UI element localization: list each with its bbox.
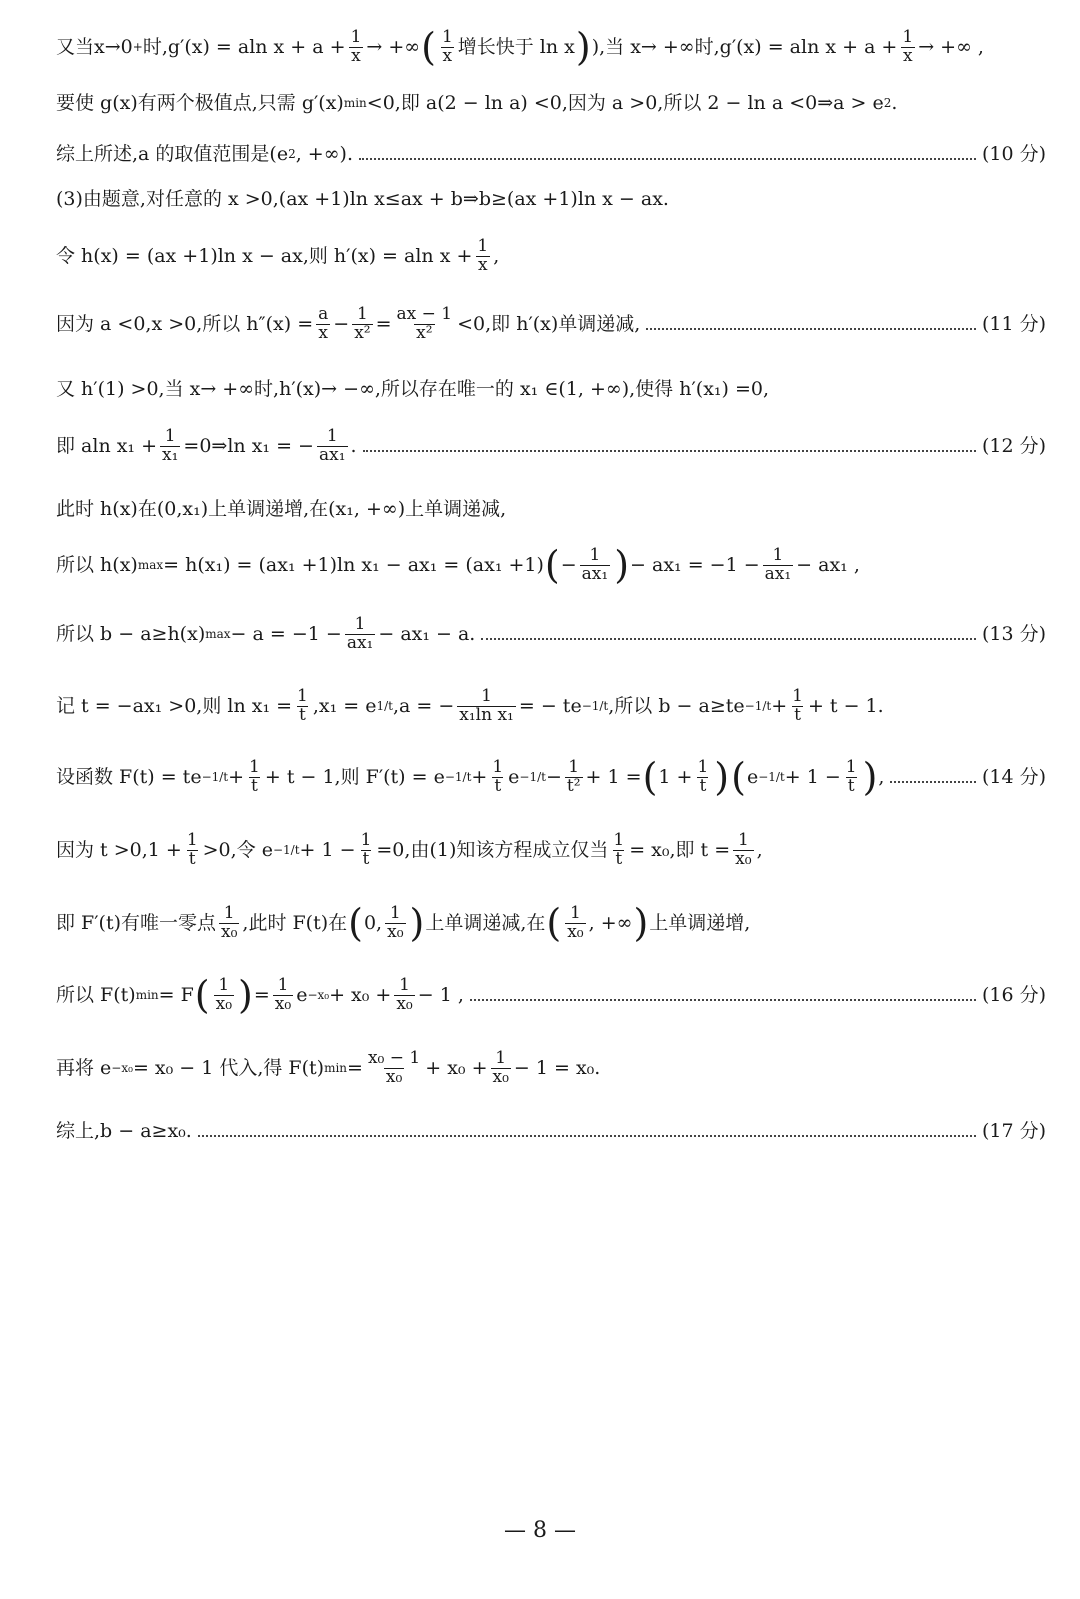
paren-right: ) bbox=[633, 901, 649, 945]
fraction: $\frac{\text{x₀ − 1}}{\text{x₀}}$ bbox=[367, 1048, 421, 1087]
solution-line bbox=[56, 428, 1046, 465]
text: , bbox=[493, 244, 500, 267]
fraction: $\frac{1}{\text{ax₁}}$ bbox=[764, 544, 792, 584]
text: 设函数 F(t) = te bbox=[56, 765, 202, 788]
text: , bbox=[756, 838, 763, 861]
solution-line bbox=[56, 498, 1046, 521]
text: → +∞ , bbox=[918, 35, 984, 58]
score-mark: (16 分) bbox=[981, 983, 1046, 1006]
text: + bbox=[228, 765, 245, 788]
text: − 1 = x₀. bbox=[513, 1056, 601, 1079]
text: → +∞ bbox=[366, 35, 421, 58]
text: + x₀ + bbox=[425, 1056, 488, 1079]
fraction: $\frac{1}{\text{x₁}}$ bbox=[162, 426, 179, 465]
text: − 1 , bbox=[417, 983, 464, 1006]
text: . bbox=[350, 434, 357, 457]
paren-right: ) bbox=[409, 901, 425, 945]
fraction: $\frac{1}{x}$ bbox=[441, 26, 453, 66]
fraction: $\frac{1}{\text{x₁ln x₁}}$ bbox=[459, 686, 514, 725]
text: 即 aln x₁ + bbox=[56, 434, 158, 457]
fraction: $\frac{1}{\text{x₀}}$ bbox=[396, 974, 413, 1014]
fraction: $\frac{1}{\text{ax₁}}$ bbox=[346, 614, 374, 653]
text: e bbox=[296, 983, 308, 1006]
text: g′(x) = aln x + a + bbox=[167, 35, 346, 58]
fraction: $\frac{1}{x}$ bbox=[902, 26, 914, 66]
paren-left: ( bbox=[544, 543, 560, 587]
text: + 1 − bbox=[299, 838, 356, 861]
text: − ax₁ − a. bbox=[378, 622, 476, 645]
solution-line bbox=[56, 306, 1046, 343]
fraction: $\frac{1}{\text{x₀}}$ bbox=[492, 1048, 509, 1087]
text: − bbox=[560, 553, 577, 576]
text: + x₀ + bbox=[329, 983, 392, 1006]
fraction: $\frac{1}{\text{x₀}}$ bbox=[274, 974, 292, 1014]
solution-line: 综上所述,a 的取值范围是(e 2 , +∞). (10 分) bbox=[56, 143, 1046, 165]
text: = bbox=[253, 983, 270, 1006]
fraction: $\frac{1}{\text{t²}}$ bbox=[566, 756, 581, 796]
text: <0,即 a(2 − ln a) <0,因为 a >0,所以 2 − ln a <0⇒a > e bbox=[366, 92, 884, 114]
text: 1 + bbox=[658, 765, 693, 788]
paren-right: ) bbox=[575, 25, 591, 69]
fraction: $\frac{1}{\text{x²}}$ bbox=[354, 304, 371, 343]
text: 增长快于 ln x bbox=[457, 35, 575, 58]
fraction: $\frac{1}{t}$ bbox=[492, 756, 504, 796]
fraction: $\frac{a}{x}$ bbox=[318, 304, 329, 343]
text: , +∞ bbox=[588, 911, 633, 934]
fraction: $\frac{1}{\text{ax₁}}$ bbox=[581, 544, 609, 584]
text: , +∞). bbox=[295, 143, 353, 165]
text: 又当 bbox=[56, 35, 95, 58]
text: = − te bbox=[518, 694, 582, 717]
paren-right: ) bbox=[714, 755, 730, 799]
leader-dots bbox=[481, 638, 976, 640]
score-mark: (10 分) bbox=[981, 143, 1046, 165]
paren-left: ( bbox=[546, 901, 562, 945]
fraction: $\frac{1}{x}$ bbox=[477, 236, 489, 275]
fraction: $\frac{1}{t}$ bbox=[297, 686, 308, 725]
fraction: $\frac{1}{t}$ bbox=[249, 756, 260, 796]
solution-line bbox=[56, 1120, 1046, 1143]
text: 记 t = −ax₁ >0,则 ln x₁ = bbox=[56, 694, 293, 717]
fraction: $\frac{1}{t}$ bbox=[845, 756, 857, 796]
solution-line bbox=[56, 901, 1046, 945]
text: + t − 1. bbox=[807, 694, 884, 717]
paren-left: ( bbox=[348, 901, 363, 945]
solution-line: 所以 h(x) max = h(x₁) = (ax₁ +1)ln x₁ − ax₁ = (ax₁ +1) ( − $\frac{1}{\text{ax₁}}$ ) − ax₁ = −1 − $\frac{1}{\text{ax₁}}$ − ax₁ , bbox=[56, 543, 860, 587]
text: + 1 − bbox=[784, 765, 841, 788]
text: =0⇒ln x₁ = − bbox=[183, 434, 314, 457]
solution-line: 所以 F(t) min = F ( $\frac{1}{\text{x₀}}$ ) = $\frac{1}{\text{x₀}}$ e −x₀ + x₀ + $\frac{1}{\text{x₀}}$ − 1 , (16 分) bbox=[56, 973, 1046, 1017]
paren-left: ( bbox=[731, 755, 746, 799]
score-mark: (17 分) bbox=[981, 1120, 1046, 1142]
page-number: — 8 — bbox=[504, 1518, 576, 1543]
fraction: $\frac{1}{t}$ bbox=[697, 756, 709, 796]
text: 再将 e bbox=[56, 1056, 112, 1079]
text: 即 F′(t)有唯一零点 bbox=[56, 911, 216, 934]
text: 0, bbox=[363, 911, 383, 934]
fraction: $\frac{1}{\text{x₀}}$ bbox=[735, 830, 752, 869]
text: e bbox=[508, 765, 520, 788]
text: 要使 g(x)有两个极值点,只需 g′(x) bbox=[56, 92, 344, 114]
leader-dots bbox=[359, 158, 976, 160]
solution-line: 要使 g(x)有两个极值点,只需 g′(x) min <0,即 a(2 − ln a) <0,因为 a >0,所以 2 − ln a <0⇒a > e 2 . bbox=[56, 92, 898, 114]
score-mark: (11 分) bbox=[981, 312, 1046, 335]
text: = h(x₁) = (ax₁ +1)ln x₁ − ax₁ = (ax₁ +1) bbox=[163, 553, 544, 576]
fraction: $\frac{1}{t}$ bbox=[360, 830, 372, 869]
text: (3)由题意,对任意的 x >0,(ax +1)ln x≤ax + b⇒b≥(ax +1)ln x − ax. bbox=[56, 188, 669, 210]
text: 上单调递减,在 bbox=[425, 911, 546, 934]
text: x→0 bbox=[94, 35, 133, 58]
text: 所以 F(t) bbox=[56, 983, 136, 1006]
text: ,此时 F(t)在 bbox=[242, 911, 348, 934]
fraction: $\frac{1}{x}$ bbox=[350, 26, 362, 66]
text: = bbox=[375, 312, 392, 335]
text: . bbox=[891, 92, 898, 114]
fraction: $\frac{1}{\text{x₀}}$ bbox=[567, 902, 584, 942]
score-mark: (14 分) bbox=[981, 765, 1046, 788]
text: + t − 1,则 F′(t) = e bbox=[264, 765, 445, 788]
solution-line bbox=[56, 378, 1046, 401]
paren-right: ) bbox=[862, 755, 878, 799]
text: ),当 x→ +∞时,g′(x) = aln x + a + bbox=[591, 35, 898, 58]
fraction: $\frac{ax - 1}{\text{x²}}$ bbox=[396, 304, 453, 343]
text: <0,即 h′(x)单调递减, bbox=[457, 312, 641, 335]
fraction: $\frac{1}{t}$ bbox=[613, 830, 625, 869]
solution-line: 因为 t >0,1 + $\frac{1}{t}$ >0,令 e −1/t + 1 − $\frac{1}{t}$ =0,由(1)知该方程成立仅当 $\frac{1}{t}$ = x₀,即 t = $\frac{1}{\text{x₀}}$ , bbox=[56, 830, 763, 869]
text: + bbox=[771, 694, 788, 717]
solution-line: 再将 e −x₀ = x₀ − 1 代入,得 F(t) min = $\frac{\text{x₀ − 1}}{\text{x₀}}$ + x₀ + $\frac{1}{\text{x₀}}$ − 1 = x₀. bbox=[56, 1048, 601, 1087]
text: 此时 h(x)在(0,x₁)上单调递增,在(x₁, +∞)上单调递减, bbox=[56, 498, 507, 520]
text: 综上所述,a 的取值范围是(e bbox=[56, 143, 289, 165]
fraction: $\frac{1}{\text{x₀}}$ bbox=[387, 902, 404, 942]
text: ,x₁ = e bbox=[312, 694, 377, 717]
text: − bbox=[545, 765, 562, 788]
solution-line bbox=[56, 188, 1046, 211]
score-mark: (13 分) bbox=[981, 622, 1046, 645]
leader-dots bbox=[363, 450, 976, 452]
text: 令 h(x) = (ax +1)ln x − ax,则 h′(x) = aln x + bbox=[56, 244, 473, 267]
text: 综上,b − a≥x₀. bbox=[56, 1120, 192, 1142]
text: >0,令 e bbox=[202, 838, 273, 861]
text: = F bbox=[158, 983, 194, 1006]
text: 时, bbox=[142, 35, 168, 58]
paren-right: ) bbox=[238, 973, 253, 1017]
text: e bbox=[746, 765, 759, 788]
text: + 1 = bbox=[585, 765, 642, 788]
text: − ax₁ = −1 − bbox=[630, 553, 760, 576]
paren-left: ( bbox=[194, 973, 210, 1017]
paren-left: ( bbox=[642, 755, 658, 799]
text: , bbox=[878, 765, 885, 788]
leader-dots bbox=[646, 328, 976, 330]
solution-line: 又当 x→0 + 时, g′(x) = aln x + a + $\frac{1}{x}$ → +∞ ( $\frac{1}{x}$ 增长快于 ln x ) ),当 x→ +∞时,g′(x) = aln x + a + $\frac{1}{x}$ → +∞ , bbox=[56, 25, 984, 69]
text: ,所以 b − a≥te bbox=[608, 694, 745, 717]
text: = x₀,即 t = bbox=[629, 838, 731, 861]
text: 上单调递增, bbox=[649, 911, 751, 934]
text: − bbox=[333, 312, 350, 335]
solution-line: 设函数 F(t) = te −1/t + $\frac{1}{t}$ + t − 1,则 F′(t) = e −1/t + $\frac{1}{t}$ e −1/t − $\frac{1}{\text{t²}}$ + 1 = ( 1 + $\frac{1}{t}$ ) ( e −1/t + 1 − $\frac{1}{t}$ ) , (14 分) bbox=[56, 755, 1046, 799]
text: 所以 h(x) bbox=[56, 553, 138, 576]
text: ,a = − bbox=[392, 694, 455, 717]
fraction: $\frac{1}{t}$ bbox=[186, 830, 198, 869]
leader-dots bbox=[198, 1135, 976, 1137]
leader-dots bbox=[890, 781, 975, 783]
text: − ax₁ , bbox=[796, 553, 860, 576]
solution-line bbox=[56, 238, 1046, 275]
text: 因为 t >0,1 + bbox=[56, 838, 182, 861]
text: 又 h′(1) >0,当 x→ +∞时,h′(x)→ −∞,所以存在唯一的 x₁ ∈(1, +∞),使得 h′(x₁) =0, bbox=[56, 378, 770, 400]
solution-line: 记 t = −ax₁ >0,则 ln x₁ = $\frac{1}{t}$ ,x₁ = e 1/t ,a = − $\frac{1}{\text{x₁ln x₁}}$ = − te −1/t ,所以 b − a≥te −1/t + $\frac{1}{t}$ + t − 1. bbox=[56, 686, 884, 725]
fraction: $\frac{1}{\text{x₀}}$ bbox=[221, 902, 238, 942]
fraction: $\frac{1}{\text{ax₁}}$ bbox=[318, 426, 346, 465]
paren-left: ( bbox=[421, 25, 436, 69]
text: + bbox=[471, 765, 488, 788]
text: = x₀ − 1 代入,得 F(t) bbox=[132, 1056, 325, 1079]
text: − a = −1 − bbox=[230, 622, 342, 645]
text: = bbox=[347, 1056, 363, 1079]
paren-right: ) bbox=[614, 543, 630, 587]
score-mark: (12 分) bbox=[981, 434, 1046, 457]
fraction: $\frac{1}{t}$ bbox=[792, 686, 803, 725]
text: 所以 b − a≥h(x) bbox=[56, 622, 206, 645]
fraction: $\frac{1}{\text{x₀}}$ bbox=[215, 974, 233, 1014]
leader-dots bbox=[470, 999, 976, 1001]
text: =0,由(1)知该方程成立仅当 bbox=[376, 838, 609, 861]
solution-line: 所以 b − a≥h(x) max − a = −1 − $\frac{1}{\text{ax₁}}$ − ax₁ − a. (13 分) bbox=[56, 614, 1046, 653]
text: 因为 a <0,x >0,所以 h″(x) = bbox=[56, 312, 314, 335]
